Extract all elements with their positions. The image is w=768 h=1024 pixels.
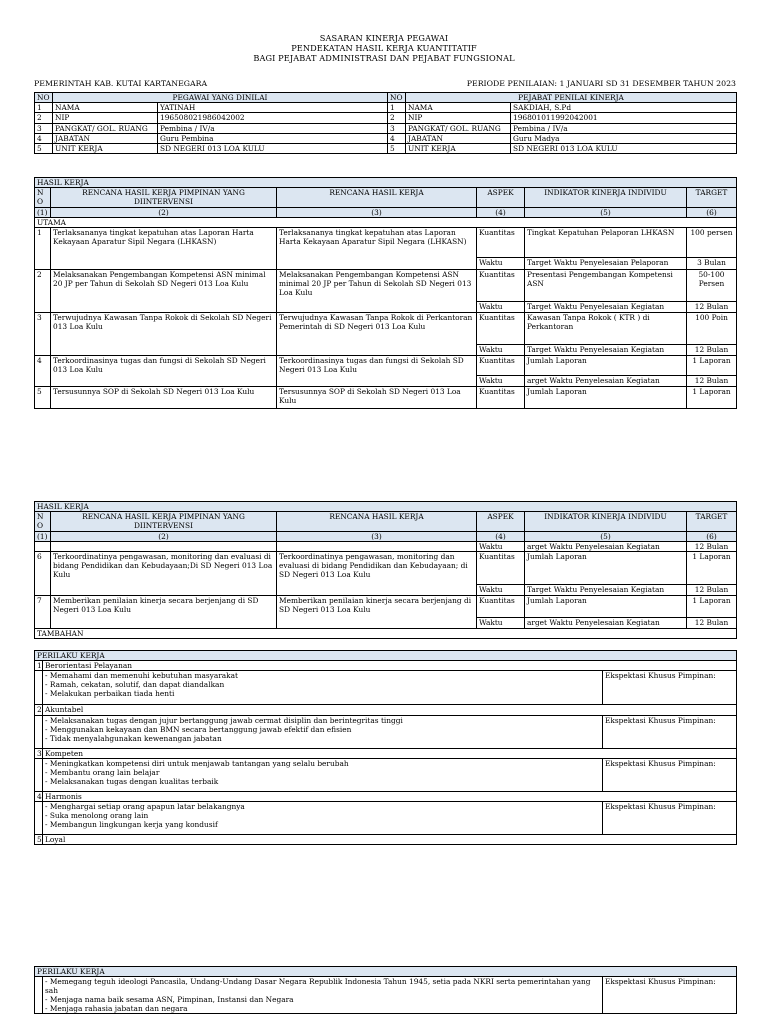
item-indikator: arget Waktu Penyelesaian Kegiatan	[525, 376, 687, 387]
row-label: JABATAN	[53, 133, 158, 143]
table-row	[35, 387, 737, 409]
item-no: 6	[35, 552, 51, 596]
item-points	[43, 758, 603, 791]
page-3	[0, 955, 768, 1024]
point: - Menggunakan kekayaan dan BMN secara bertanggung jawab efektif dan efisien	[45, 724, 352, 734]
item-no: 4	[35, 791, 43, 801]
section-title: PERILAKU KERJA	[35, 967, 737, 977]
item-no: 4	[35, 356, 51, 387]
col-number: (6)	[687, 207, 737, 217]
point: - Melaksanakan tugas dengan kualitas terbaik	[45, 776, 219, 786]
identity-header-row	[35, 93, 737, 103]
page-2	[0, 490, 768, 870]
point: - Melaksanakan tugas dengan jujur bertanggung jawab cermat disiplin dan berintegritas tinggi	[45, 715, 403, 725]
subsection-utama: UTAMA	[35, 217, 737, 227]
period: PERIODE PENILAIAN: 1 JANUARI SD 31 DESEMBER TAHUN 2023	[466, 79, 736, 88]
item-name: Berorientasi Pelayanan	[43, 661, 737, 671]
col-number: (5)	[525, 531, 687, 541]
item-indikator: Tingkat Kepatuhan Pelaporan LHKASN	[525, 228, 687, 258]
item-aspek: Kuantitas	[477, 387, 525, 409]
list-item	[35, 977, 737, 1014]
item-indikator: Target Waktu Penyelesaian Pelaporan	[525, 258, 687, 270]
item-aspek: Kuantitas	[477, 356, 525, 376]
col-header: TARGET	[687, 512, 737, 531]
point: - Menjaga nama baik sesama ASN, Pimpinan, Instansi dan Negara	[45, 995, 294, 1005]
item-indikator: Jumlah Laporan	[525, 552, 687, 585]
left-title: PEGAWAI YANG DINILAI	[53, 93, 388, 103]
row-no: 2	[388, 113, 406, 123]
table-row	[35, 270, 737, 302]
col-header: ASPEK	[477, 512, 525, 531]
header-subtitle-2: BAGI PEJABAT ADMINISTRASI DAN PEJABAT FUNGSIONAL	[253, 53, 515, 63]
item-pimpinan: Terkoordinasinya tugas dan fungsi di Sekolah SD Negeri 013 Loa Kulu	[51, 356, 277, 387]
row-no: 2	[35, 113, 53, 123]
item-target: 3 Bulan	[687, 258, 737, 270]
list-item	[35, 791, 737, 801]
row-no: 3	[388, 123, 406, 133]
item-points	[43, 977, 603, 1014]
section-title: HASIL KERJA	[35, 502, 737, 512]
item-no: 1	[35, 228, 51, 270]
list-item	[35, 758, 737, 791]
item-pimpinan: Melaksanakan Pengembangan Kompetensi ASN minimal 20 JP per Tahun di Sekolah SD Negeri 013 Loa Kulu	[51, 270, 277, 313]
col-header: ASPEK	[477, 188, 525, 207]
item-name: Loyal	[43, 835, 737, 845]
item-aspek: Waktu	[477, 376, 525, 387]
item-indikator: Jumlah Laporan	[525, 596, 687, 618]
identity-row	[35, 144, 737, 154]
item-target: 12 Bulan	[687, 376, 737, 387]
item-indikator: Target Waktu Penyelesaian Kegiatan	[525, 345, 687, 356]
item-rencana: Terwujudnya Kawasan Tanpa Rokok di Perkantoran Pemerintah di SD Negeri 013 Loa Kulu	[277, 313, 477, 356]
point: - Memegang teguh ideologi Pancasila, Undang-Undang Dasar Negara Republik Indonesia Tahun 1945, setia pada NKRI serta pemerintahan yang sah	[45, 977, 591, 996]
item-pimpinan: Terkoordinatinya pengawasan, monitoring dan evaluasi di bidang Pendidikan dan Kebudayaan;Di SD Negeri 013 Loa Kulu	[51, 552, 277, 596]
page-1	[0, 0, 768, 440]
agency-name: PEMERINTAH KAB. KUTAI KARTANEGARA	[34, 79, 208, 88]
col-header: NO	[35, 188, 51, 207]
item-rencana: Memberikan penilaian kinerja secara berjenjang di SD Negeri 013 Loa Kulu	[277, 596, 477, 629]
row-label: PANGKAT/ GOL. RUANG	[53, 123, 158, 133]
right-title: PEJABAT PENILAI KINERJA	[406, 93, 737, 103]
point: - Menjaga rahasia jabatan dan negara	[45, 1004, 188, 1014]
row-left-value: Guru Pembina	[158, 133, 388, 143]
row-left-value: Pembina / IV/a	[158, 123, 388, 133]
item-aspek: Kuantitas	[477, 228, 525, 258]
item-no: 2	[35, 705, 43, 715]
row-right-value: SD NEGERI 013 LOA KULU	[511, 144, 737, 154]
identity-row	[35, 113, 737, 123]
item-indikator: Target Waktu Penyelesaian Kegiatan	[525, 302, 687, 313]
item-target: 1 Laporan	[687, 387, 737, 409]
col-number: (3)	[277, 207, 477, 217]
item-target: 1 Laporan	[687, 552, 737, 585]
list-item	[35, 835, 737, 845]
item-aspek: Waktu	[477, 302, 525, 313]
header-title: SASARAN KINERJA PEGAWAI	[319, 33, 449, 43]
item-target: 12 Bulan	[687, 585, 737, 596]
item-target: 50-100 Persen	[687, 270, 737, 302]
list-item	[35, 802, 737, 835]
col-no: NO	[388, 93, 406, 103]
item-aspek: Waktu	[477, 541, 525, 551]
item-aspek: Kuantitas	[477, 313, 525, 345]
item-no: 3	[35, 748, 43, 758]
list-item	[35, 661, 737, 671]
section-title: HASIL KERJA	[35, 178, 737, 188]
column-number-row	[35, 207, 737, 217]
item-pimpinan: Tersusunnya SOP di Sekolah SD Negeri 013 Loa Kulu	[51, 387, 277, 409]
identity-row	[35, 103, 737, 113]
item-rencana: Tersusunnya SOP di Sekolah SD Negeri 013 Loa Kulu	[277, 387, 477, 409]
row-left-value: SD NEGERI 013 LOA KULU	[158, 144, 388, 154]
header-subtitle: PENDEKATAN HASIL KERJA KUANTITATIF	[291, 43, 477, 53]
item-no: 3	[35, 313, 51, 356]
item-no: 5	[35, 387, 51, 409]
item-points	[43, 671, 603, 705]
row-right-value: SAKDIAH, S.Pd	[511, 103, 737, 113]
item-rencana: Terlaksananya tingkat kepatuhan atas Laporan Harta Kekayaan Aparatur Sipil Negara (LHKASN)	[277, 228, 477, 270]
identity-row	[35, 123, 737, 133]
item-no: 2	[35, 270, 51, 313]
perilaku-kerja-table-continued	[34, 966, 737, 1014]
col-number: (1)	[35, 207, 51, 217]
row-no: 3	[35, 123, 53, 133]
item-no: 7	[35, 596, 51, 629]
column-header-row	[35, 188, 737, 207]
row-left-value: YATINAH	[158, 103, 388, 113]
point: - Memahami dan memenuhi kebutuhan masyarakat	[45, 671, 239, 681]
item-aspek: Kuantitas	[477, 552, 525, 585]
item-indikator: arget Waktu Penyelesaian Kegiatan	[525, 618, 687, 629]
item-rencana: Terkoordinatinya pengawasan, monitoring dan evaluasi di bidang Pendidikan dan Kebudayaan; di SD Negeri 013 Loa Kulu	[277, 552, 477, 596]
item-target: 12 Bulan	[687, 618, 737, 629]
col-header: TARGET	[687, 188, 737, 207]
item-no: 1	[35, 661, 43, 671]
col-number: (3)	[277, 531, 477, 541]
item-name: Kompeten	[43, 748, 737, 758]
item-target: 12 Bulan	[687, 345, 737, 356]
col-number: (4)	[477, 531, 525, 541]
list-item	[35, 705, 737, 715]
hasil-kerja-table	[34, 177, 737, 409]
item-target: 1 Laporan	[687, 356, 737, 376]
point: - Meningkatkan kompetensi diri untuk menjawab tantangan yang selalu berubah	[45, 758, 349, 768]
point: - Suka menolong orang lain	[45, 811, 149, 821]
point: - Membangun lingkungan kerja yang kondusif	[45, 820, 218, 830]
hasil-kerja-table-continued	[34, 501, 737, 639]
item-indikator: Presentasi Pengembangan Kompetensi ASN	[525, 270, 687, 302]
list-item	[35, 671, 737, 705]
ekspektasi-label: Ekspektasi Khusus Pimpinan:	[603, 758, 737, 791]
col-header: RENCANA HASIL KERJA PIMPINAN YANG DIINTERVENSI	[51, 512, 277, 531]
table-row	[35, 228, 737, 258]
ekspektasi-label: Ekspektasi Khusus Pimpinan:	[603, 671, 737, 705]
row-label: NIP	[53, 113, 158, 123]
item-points	[43, 802, 603, 835]
list-item	[35, 715, 737, 748]
item-target: 100 Poin	[687, 313, 737, 345]
item-pimpinan: Terwujudnya Kawasan Tanpa Rokok di Sekolah SD Negeri 013 Loa Kulu	[51, 313, 277, 356]
item-indikator: arget Waktu Penyelesaian Kegiatan	[525, 541, 687, 551]
identity-table	[34, 92, 737, 154]
item-name: Harmonis	[43, 791, 737, 801]
item-aspek: Waktu	[477, 585, 525, 596]
row-no: 4	[35, 133, 53, 143]
row-label: UNIT KERJA	[406, 144, 511, 154]
col-header: INDIKATOR KINERJA INDIVIDU	[525, 512, 687, 531]
item-pimpinan: Terlaksananya tingkat kepatuhan atas Laporan Harta Kekayaan Aparatur Sipil Negara (LHKASN)	[51, 228, 277, 270]
col-number: (1)	[35, 531, 51, 541]
item-name: Akuntabel	[43, 705, 737, 715]
table-row	[35, 356, 737, 376]
ekspektasi-label: Ekspektasi Khusus Pimpinan:	[603, 802, 737, 835]
list-item	[35, 748, 737, 758]
col-number: (2)	[51, 207, 277, 217]
item-target: 1 Laporan	[687, 596, 737, 618]
item-aspek: Kuantitas	[477, 596, 525, 618]
point: - Melakukan perbaikan tiada henti	[45, 689, 175, 699]
item-no: 5	[35, 835, 43, 845]
point: - Ramah, cekatan, solutif, dan dapat diandalkan	[45, 680, 225, 690]
subsection-tambahan: TAMBAHAN	[35, 629, 737, 639]
identity-row	[35, 133, 737, 143]
row-label: NAMA	[53, 103, 158, 113]
item-pimpinan: Memberikan penilaian kinerja secara berjenjang di SD Negeri 013 Loa Kulu	[51, 596, 277, 629]
row-label: NAMA	[406, 103, 511, 113]
col-no: NO	[35, 93, 53, 103]
table-row	[35, 552, 737, 585]
col-number: (5)	[525, 207, 687, 217]
row-right-value: 196801011992042001	[511, 113, 737, 123]
col-number: (6)	[687, 531, 737, 541]
table-row	[35, 313, 737, 345]
item-aspek: Kuantitas	[477, 270, 525, 302]
table-row	[35, 541, 737, 551]
section-title: PERILAKU KERJA	[35, 651, 737, 661]
item-indikator: Jumlah Laporan	[525, 356, 687, 376]
item-indikator: Target Waktu Penyelesaian Kegiatan	[525, 585, 687, 596]
row-label: NIP	[406, 113, 511, 123]
column-header-row	[35, 512, 737, 531]
row-label: JABATAN	[406, 133, 511, 143]
ekspektasi-label: Ekspektasi Khusus Pimpinan:	[603, 715, 737, 748]
row-left-value: 196508021986042002	[158, 113, 388, 123]
row-no: 1	[388, 103, 406, 113]
item-aspek: Waktu	[477, 618, 525, 629]
item-points	[43, 715, 603, 748]
row-no: 4	[388, 133, 406, 143]
item-aspek: Waktu	[477, 258, 525, 270]
row-no: 5	[35, 144, 53, 154]
row-no: 1	[35, 103, 53, 113]
item-aspek: Waktu	[477, 345, 525, 356]
item-target: 12 Bulan	[687, 302, 737, 313]
row-right-value: Pembina / IV/a	[511, 123, 737, 133]
col-header: RENCANA HASIL KERJA	[277, 188, 477, 207]
col-header: NO	[35, 512, 51, 531]
column-number-row	[35, 531, 737, 541]
item-target: 100 persen	[687, 228, 737, 258]
item-rencana: Terkoordinasinya tugas dan fungsi di Sekolah SD Negeri 013 Loa Kulu	[277, 356, 477, 387]
document-header	[0, 33, 768, 63]
item-rencana: Melaksanakan Pengembangan Kompetensi ASN minimal 20 JP per Tahun di Sekolah SD Negeri 013 Loa Kulu	[277, 270, 477, 313]
point: - Tidak menyalahgunakan kewenangan jabatan	[45, 733, 222, 743]
meta-row	[34, 79, 736, 88]
table-row	[35, 596, 737, 618]
col-number: (2)	[51, 531, 277, 541]
row-label: UNIT KERJA	[53, 144, 158, 154]
item-indikator: Jumlah Laporan	[525, 387, 687, 409]
item-target: 12 Bulan	[687, 541, 737, 551]
row-right-value: Guru Madya	[511, 133, 737, 143]
point: - Membantu orang lain belajar	[45, 767, 160, 777]
point: - Menghargai setiap orang apapun latar belakangnya	[45, 802, 245, 812]
perilaku-kerja-table	[34, 650, 737, 845]
row-label: PANGKAT/ GOL. RUANG	[406, 123, 511, 133]
row-no: 5	[388, 144, 406, 154]
item-indikator: Kawasan Tanpa Rokok ( KTR ) di Perkantoran	[525, 313, 687, 345]
ekspektasi-label: Ekspektasi Khusus Pimpinan:	[603, 977, 737, 1014]
col-header: INDIKATOR KINERJA INDIVIDU	[525, 188, 687, 207]
col-header: RENCANA HASIL KERJA	[277, 512, 477, 531]
col-header: RENCANA HASIL KERJA PIMPINAN YANG DIINTERVENSI	[51, 188, 277, 207]
col-number: (4)	[477, 207, 525, 217]
